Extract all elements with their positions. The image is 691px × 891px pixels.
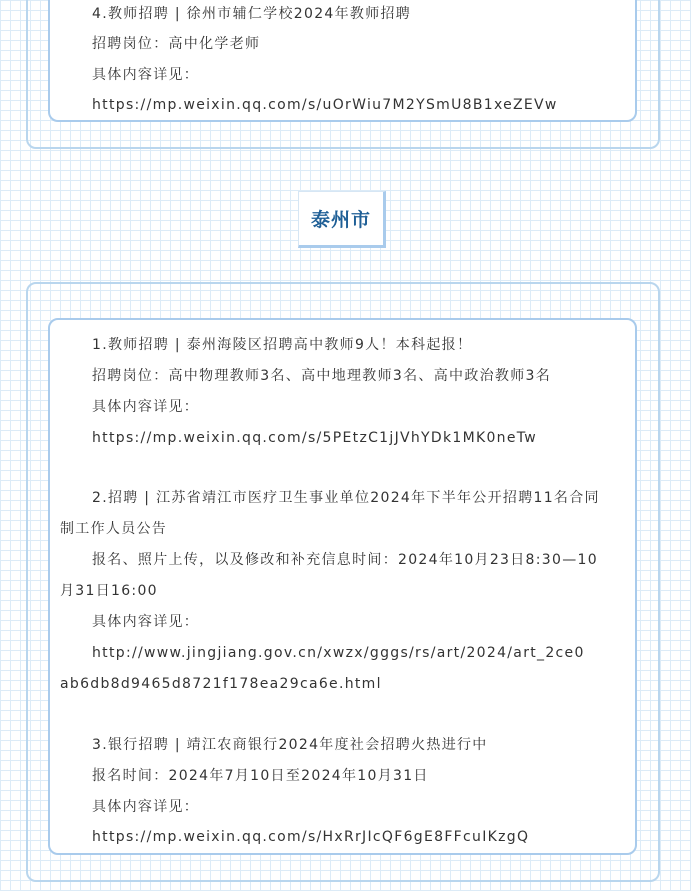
detail-label: 具体内容详见： <box>92 614 200 630</box>
job-title: 4.教师招聘 | 徐州市辅仁学校2024年教师招聘 <box>92 6 412 22</box>
city-header <box>298 191 386 248</box>
job-title-continued: 制工作人员公告 <box>60 521 168 537</box>
detail-link[interactable]: http://www.jingjiang.gov.cn/xwzx/gggs/rs/art/2024/art_2ce0 <box>92 645 585 661</box>
job-title: 1.教师招聘 | 泰州海陵区招聘高中教师9人！本科起报！ <box>92 337 473 353</box>
detail-link[interactable]: https://mp.weixin.qq.com/s/HxRrJIcQF6gE8FFcuIKzgQ <box>92 829 530 845</box>
registration-time: 报名、照片上传，以及修改和补充信息时间：2024年10月23日8:30—10 <box>92 552 598 568</box>
city-title: 泰州市 <box>310 209 371 231</box>
job-position: 招聘岗位：高中化学老师 <box>92 36 261 52</box>
detail-link[interactable]: https://mp.weixin.qq.com/s/5PEtzC1jJVhYDk1MK0neTw <box>92 430 538 446</box>
registration-time-continued: 月31日16:00 <box>60 583 158 599</box>
detail-link-continued[interactable]: ab6db8d9465d8721f178ea29ca6e.html <box>60 676 382 692</box>
job-title: 3.银行招聘 | 靖江农商银行2024年度社会招聘火热进行中 <box>92 737 488 753</box>
job-title: 2.招聘 | 江苏省靖江市医疗卫生事业单位2024年下半年公开招聘11名合同 <box>92 490 600 506</box>
detail-label: 具体内容详见： <box>92 67 200 83</box>
registration-time: 报名时间：2024年7月10日至2024年10月31日 <box>92 768 429 784</box>
detail-link[interactable]: https://mp.weixin.qq.com/s/uOrWiu7M2YSmU8B1xeZEVw <box>92 97 558 113</box>
job-position: 招聘岗位：高中物理教师3名、高中地理教师3名、高中政治教师3名 <box>92 368 552 384</box>
detail-label: 具体内容详见： <box>92 399 200 415</box>
detail-label: 具体内容详见： <box>92 799 200 815</box>
